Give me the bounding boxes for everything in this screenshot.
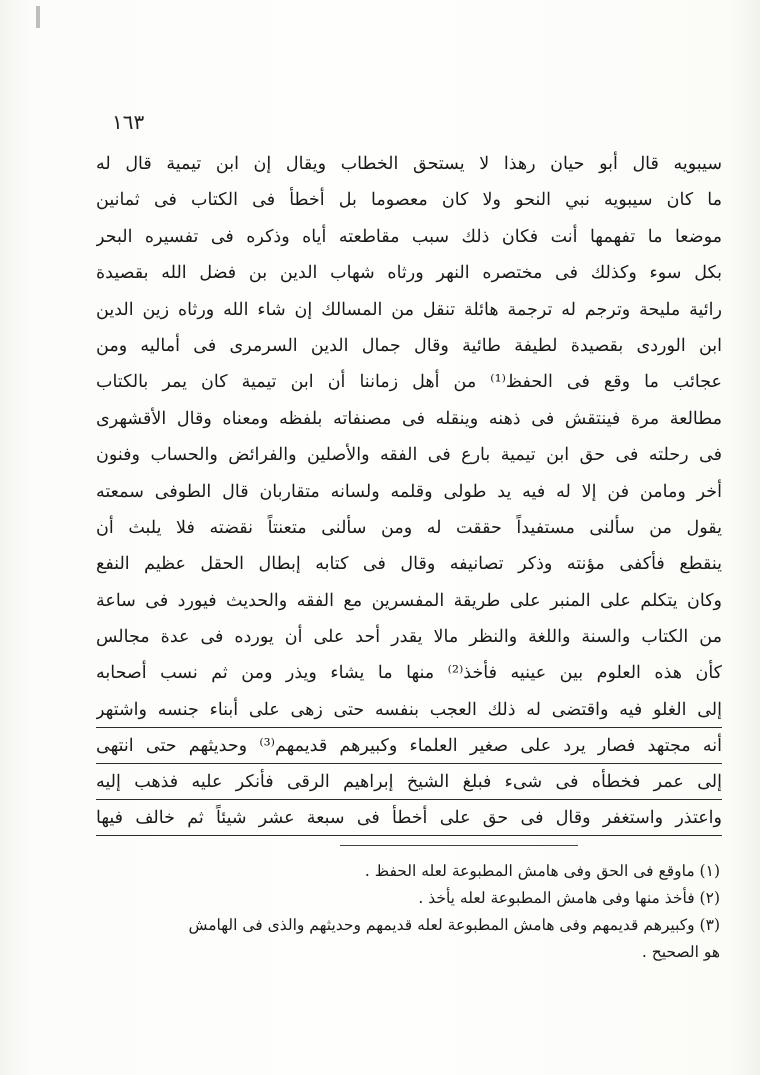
underlined-text-line: إلى الغلو فيه واقتضى له ذلك العجب بنفسه حتى زهى على أبناء جنسه واشتهر (96, 692, 722, 728)
footnote: (٢) فأخذ منها وفى هامش المطبوعة لعله يأخذ . (418, 889, 720, 907)
text-line: ابن الوردى بقصيدة لطيفة طائية وقال جمال الدين السرمرى فى أماليه ومن (96, 335, 722, 356)
footnotes-block (130, 858, 720, 966)
text-line: عجائب ما وقع فى الحفظ⁽¹⁾ من أهل زماننا أن ابن تيمية كان يمر بالكتاب (96, 372, 722, 393)
main-text-block (96, 146, 722, 836)
text-line: بكل سوء وكذلك فى مختصره النهر ورثاه شهاب الدين بن فضل الله بقصيدة (96, 263, 722, 284)
text-line: ما كان سيبويه نبي النحو ولا كان معصوما بل أخطأ فى الكتاب فى ثمانين (96, 190, 722, 211)
text-line: يقول من سألنى مستفيداً حققت له ومن سألنى متعنتاً نقضته فلا يلبث أن (96, 517, 722, 538)
scan-artifact-mark (36, 6, 40, 28)
text-line: رائية مليحة وترجم له ترجمة هائلة تنقل من المسالك إن شاء الله ورثاه زين الدين (96, 299, 722, 320)
text-line: فى رحلته فى حق ابن تيمية بارع فى الفقه والأصلين والفرائض والحساب وفنون (96, 445, 722, 466)
underlined-text-line: إلى عمر فخطأه فى شىء فبلغ الشيخ إبراهيم الرقى فأنكر عليه فذهب إليه (96, 764, 722, 800)
footnote: (١) ماوقع فى الحق وفى هامش المطبوعة لعله الحفظ . (364, 862, 720, 880)
text-line: كأن هذه العلوم بين عينيه فأخذ⁽²⁾ منها ما يشاء ويذر ومن ثم نسب أصحابه (96, 663, 722, 684)
page-number: ١٦٣ (112, 110, 145, 134)
underlined-text-line: واعتذر واستغفر وقال فى حق على أخطأ فى سبعة عشر شيئاً ثم خالف فيها (96, 800, 722, 836)
text-line: موضعا ما تفهمها أنت فكان ذلك سبب مقاطعته أياه وذكره فى تفسيره البحر (96, 226, 722, 247)
text-line: سيبويه قال أبو حيان رهذا لا يستحق الخطاب ويقال إن ابن تيمية قال له (96, 154, 722, 174)
text-line: وكان يتكلم على المنبر على طريقة المفسرين مع الفقه والحديث فيورد فى ساعة (96, 590, 722, 611)
text-line: من الكتاب والسنة واللغة والنظر مالا يقدر أحد على أن يورده فى عدة مجالس (96, 627, 722, 648)
underlined-text-line: أنه مجتهد فصار يرد على صغير العلماء وكبيرهم قديمهم⁽³⁾ وحديثهم حتى انتهى (96, 728, 722, 764)
text-line: مطالعة مرة فينتقش فى ذهنه وينقله فى مصنفاته بلفظه ومعناه وقال الأقشهرى (96, 408, 722, 429)
footnote-continuation: هو الصحيح . (641, 943, 720, 961)
footnote-separator (340, 845, 578, 846)
footnote: (٣) وكبيرهم قديمهم وفى هامش المطبوعة لعله قديمهم وحديثهم والذى فى الهامش (188, 916, 720, 934)
text-line: أخر ومامن فن إلا له فيه يد طولى وقلمه ولسانه متقاربان قال الطوفى سمعته (96, 481, 722, 502)
text-line: ينقطع فأكفى مؤنته وذكر تصانيفه وقال فى كتابه إبطال الحقل عظيم النفع (96, 554, 722, 575)
